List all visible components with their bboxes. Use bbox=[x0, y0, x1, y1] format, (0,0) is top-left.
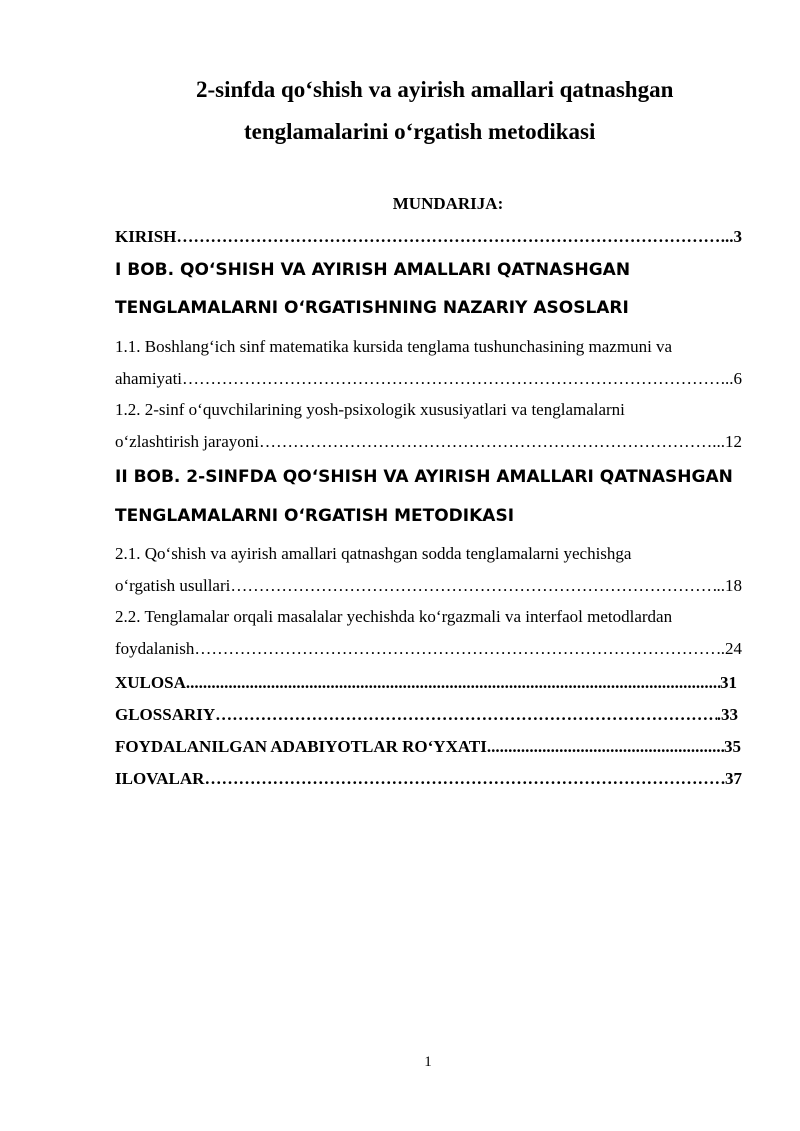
toc-section-1-1[interactable] bbox=[115, 368, 742, 390]
toc-chapter-2-line-2[interactable]: TENGLAMALARNI O‘RGATISH METODIKASI bbox=[115, 506, 515, 526]
toc-page-number: ...12 bbox=[712, 432, 742, 451]
toc-entry-xulosa[interactable] bbox=[115, 672, 737, 694]
toc-page-number: ...3 bbox=[720, 227, 742, 246]
toc-section-2-1-line-1[interactable]: 2.1. Qo‘shish va ayirish amallari qatnashgan sodda tenglamalarni yechishga bbox=[115, 544, 632, 563]
toc-entry-adabiyotlar[interactable] bbox=[115, 736, 741, 758]
toc-entry-label: ILOVALAR bbox=[115, 769, 205, 788]
toc-leader-dots bbox=[259, 431, 712, 453]
toc-leader-dots bbox=[204, 768, 725, 790]
toc-leader-dots bbox=[230, 575, 716, 597]
toc-section-2-2[interactable] bbox=[115, 638, 742, 660]
toc-entry-ilovalar[interactable] bbox=[115, 768, 742, 790]
toc-page-number: 31 bbox=[720, 673, 737, 692]
toc-section-2-2-line-1[interactable]: 2.2. Tenglamalar orqali masalalar yechishda ko‘rgazmali va interfaol metodlardan bbox=[115, 607, 673, 626]
toc-entry-glossariy[interactable] bbox=[115, 704, 738, 726]
page-number: 1 bbox=[424, 1054, 432, 1070]
toc-heading: MUNDARIJA: bbox=[392, 194, 504, 213]
toc-entry-label: FOYDALANILGAN ADABIYOTLAR RO‘YXATI bbox=[115, 737, 487, 756]
toc-section-1-2[interactable] bbox=[115, 431, 742, 453]
toc-entry-label: KIRISH bbox=[115, 227, 177, 246]
toc-chapter-1-line-2[interactable]: TENGLAMALARNI O‘RGATISHNING NAZARIY ASOSLARI bbox=[115, 298, 629, 318]
toc-page-number: 35 bbox=[724, 737, 741, 756]
document-title-line-2: tenglamalarini o‘rgatish metodikasi bbox=[244, 119, 596, 144]
toc-leader-dots bbox=[182, 368, 721, 390]
toc-page-number: .33 bbox=[716, 705, 738, 724]
toc-chapter-1-line-1[interactable]: I BOB. QO‘SHISH VA AYIRISH AMALLARI QATNASHGAN bbox=[115, 260, 631, 280]
toc-section-2-1[interactable] bbox=[115, 575, 742, 597]
toc-leader-dots bbox=[194, 638, 716, 660]
document-title-line-1: 2-sinfda qo‘shish va ayirish amallari qatnashgan bbox=[196, 77, 674, 102]
toc-page-number: ..18 bbox=[716, 576, 742, 595]
toc-entry-label: foydalanish bbox=[115, 639, 195, 658]
toc-entry-label: GLOSSARIY bbox=[115, 705, 216, 724]
toc-entry-label: o‘zlashtirish jarayoni bbox=[115, 432, 259, 451]
toc-leader-dots bbox=[487, 736, 724, 758]
toc-entry-label: ahamiyati bbox=[115, 369, 183, 388]
toc-leader-dots bbox=[176, 226, 720, 248]
toc-section-1-1-line-1[interactable]: 1.1. Boshlang‘ich sinf matematika kursida tenglama tushunchasining mazmuni va bbox=[115, 337, 673, 356]
toc-chapter-2-line-1[interactable]: II BOB. 2-SINFDA QO‘SHISH VA AYIRISH AMALLARI QATNASHGAN bbox=[115, 467, 733, 487]
toc-entry-kirish[interactable] bbox=[115, 226, 742, 248]
toc-page-number: ...6 bbox=[720, 369, 742, 388]
toc-section-1-2-line-1[interactable]: 1.2. 2-sinf o‘quvchilarining yosh-psixologik xususiyatlari va tenglamalarni bbox=[115, 400, 625, 419]
toc-entry-label: XULOSA bbox=[115, 673, 186, 692]
toc-entry-label: o‘rgatish usullari bbox=[115, 576, 231, 595]
toc-leader-dots bbox=[215, 704, 717, 726]
toc-page-number: ..24 bbox=[716, 639, 742, 658]
toc-page-number: 37 bbox=[725, 769, 742, 788]
toc-leader-dots bbox=[186, 672, 720, 694]
